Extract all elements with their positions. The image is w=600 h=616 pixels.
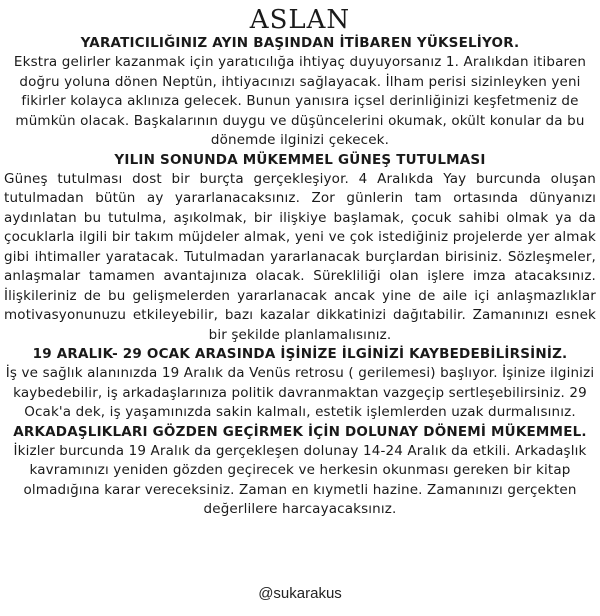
section-body: Ekstra gelirler kazanmak için yaratıcılığa ihtiyaç duyuyorsanız 1. Aralıkdan itibaren doğru yoluna dönen Neptün, ihtiyacınızı sağlayacak. İlham perisi sizinleyken yeni fikirler kolayca aklınıza gelecek. Bunun yanısıra içsel derinliğinizi keşfetmeniz de mümkün olacak. Başkalarının duygu ve düşüncelerini okumak, okült konular da bu dönemde ilginizi çekecek. [13, 54, 587, 148]
section-venus-retro [0, 345, 600, 423]
section-heading: 19 ARALIK- 29 OCAK ARASINDA İŞİNİZE İLGİNİZİ KAYBEDEBİLİRSİNİZ. [32, 346, 568, 362]
section-body: İş ve sağlık alanınızda 19 Aralık da Venüs retrosu ( gerilemesi) başlıyor. İşinize ilginizi kaybedebilir, iş arkadaşlarınıza politik davranmaktan vazgeçip sertleşebilirsiniz. 29 Ocak'a dek, iş yaşamınızda sakin kalmalı, estetik işlemlerden uzak durmalısınız. [5, 365, 595, 420]
section-heading: YARATICILIĞINIZ AYIN BAŞINDAN İTİBAREN YÜKSELİYOR. [80, 35, 520, 51]
section-full-moon [0, 423, 600, 520]
section-heading: YILIN SONUNDA MÜKEMMEL GÜNEŞ TUTULMASI [114, 151, 486, 168]
section-creativity [0, 34, 600, 151]
section-solar-eclipse [0, 151, 600, 346]
section-body: İkizler burcunda 19 Aralık da gerçekleşen dolunay 14-24 Aralık da etkili. Arkadaşlık kavramınızı yeniden gözden geçirecek ve herkesin okunması gereken bir kitap olmadığına karar vereceksiniz. Zaman en kıymetli hazine. Zamanınızı gerçekten değerlilere harcayacaksınız. [13, 442, 587, 517]
author-signature: @sukarakus [258, 585, 342, 602]
section-heading: ARKADAŞLIKLARI GÖZDEN GEÇİRMEK İÇİN DOLUNAY DÖNEMİ MÜKEMMEL. [13, 423, 587, 440]
page-title: ASLAN [249, 5, 351, 35]
section-body: Güneş tutulması dost bir burçta gerçekleşiyor. 4 Aralıkda Yay burcunda oluşan tutulmadan bütün ay yararlanacaksınız. Zor günlerin tam ortasında dünyanızı aydınlatan bu tutulma, aşıkolmak, bir ilişkiye başlamak, çocuk sahibi olmak ya da çocuklarla ilgili bir takım müjdeler almak, yeni ve çok istediğiniz projelerde yer almak gibi ihtimaller yaratacak. Tutulmadan yararlanacak burçlardan birisiniz. Sözleşmeler, anlaşmalar tamamen avantajınıza olacak. Sürekliliği olan işlere imza atacaksınız. İlişkileriniz de bu gelişmelerden yararlanacak ancak yine de aile içi anlaşmazlıklar motivasyonunuzu etkileyebilir, bazı kazalar dikkatinizi dağıtabilir. Zamanınızı esnek bir şekilde planlamalısınız. [4, 170, 596, 343]
